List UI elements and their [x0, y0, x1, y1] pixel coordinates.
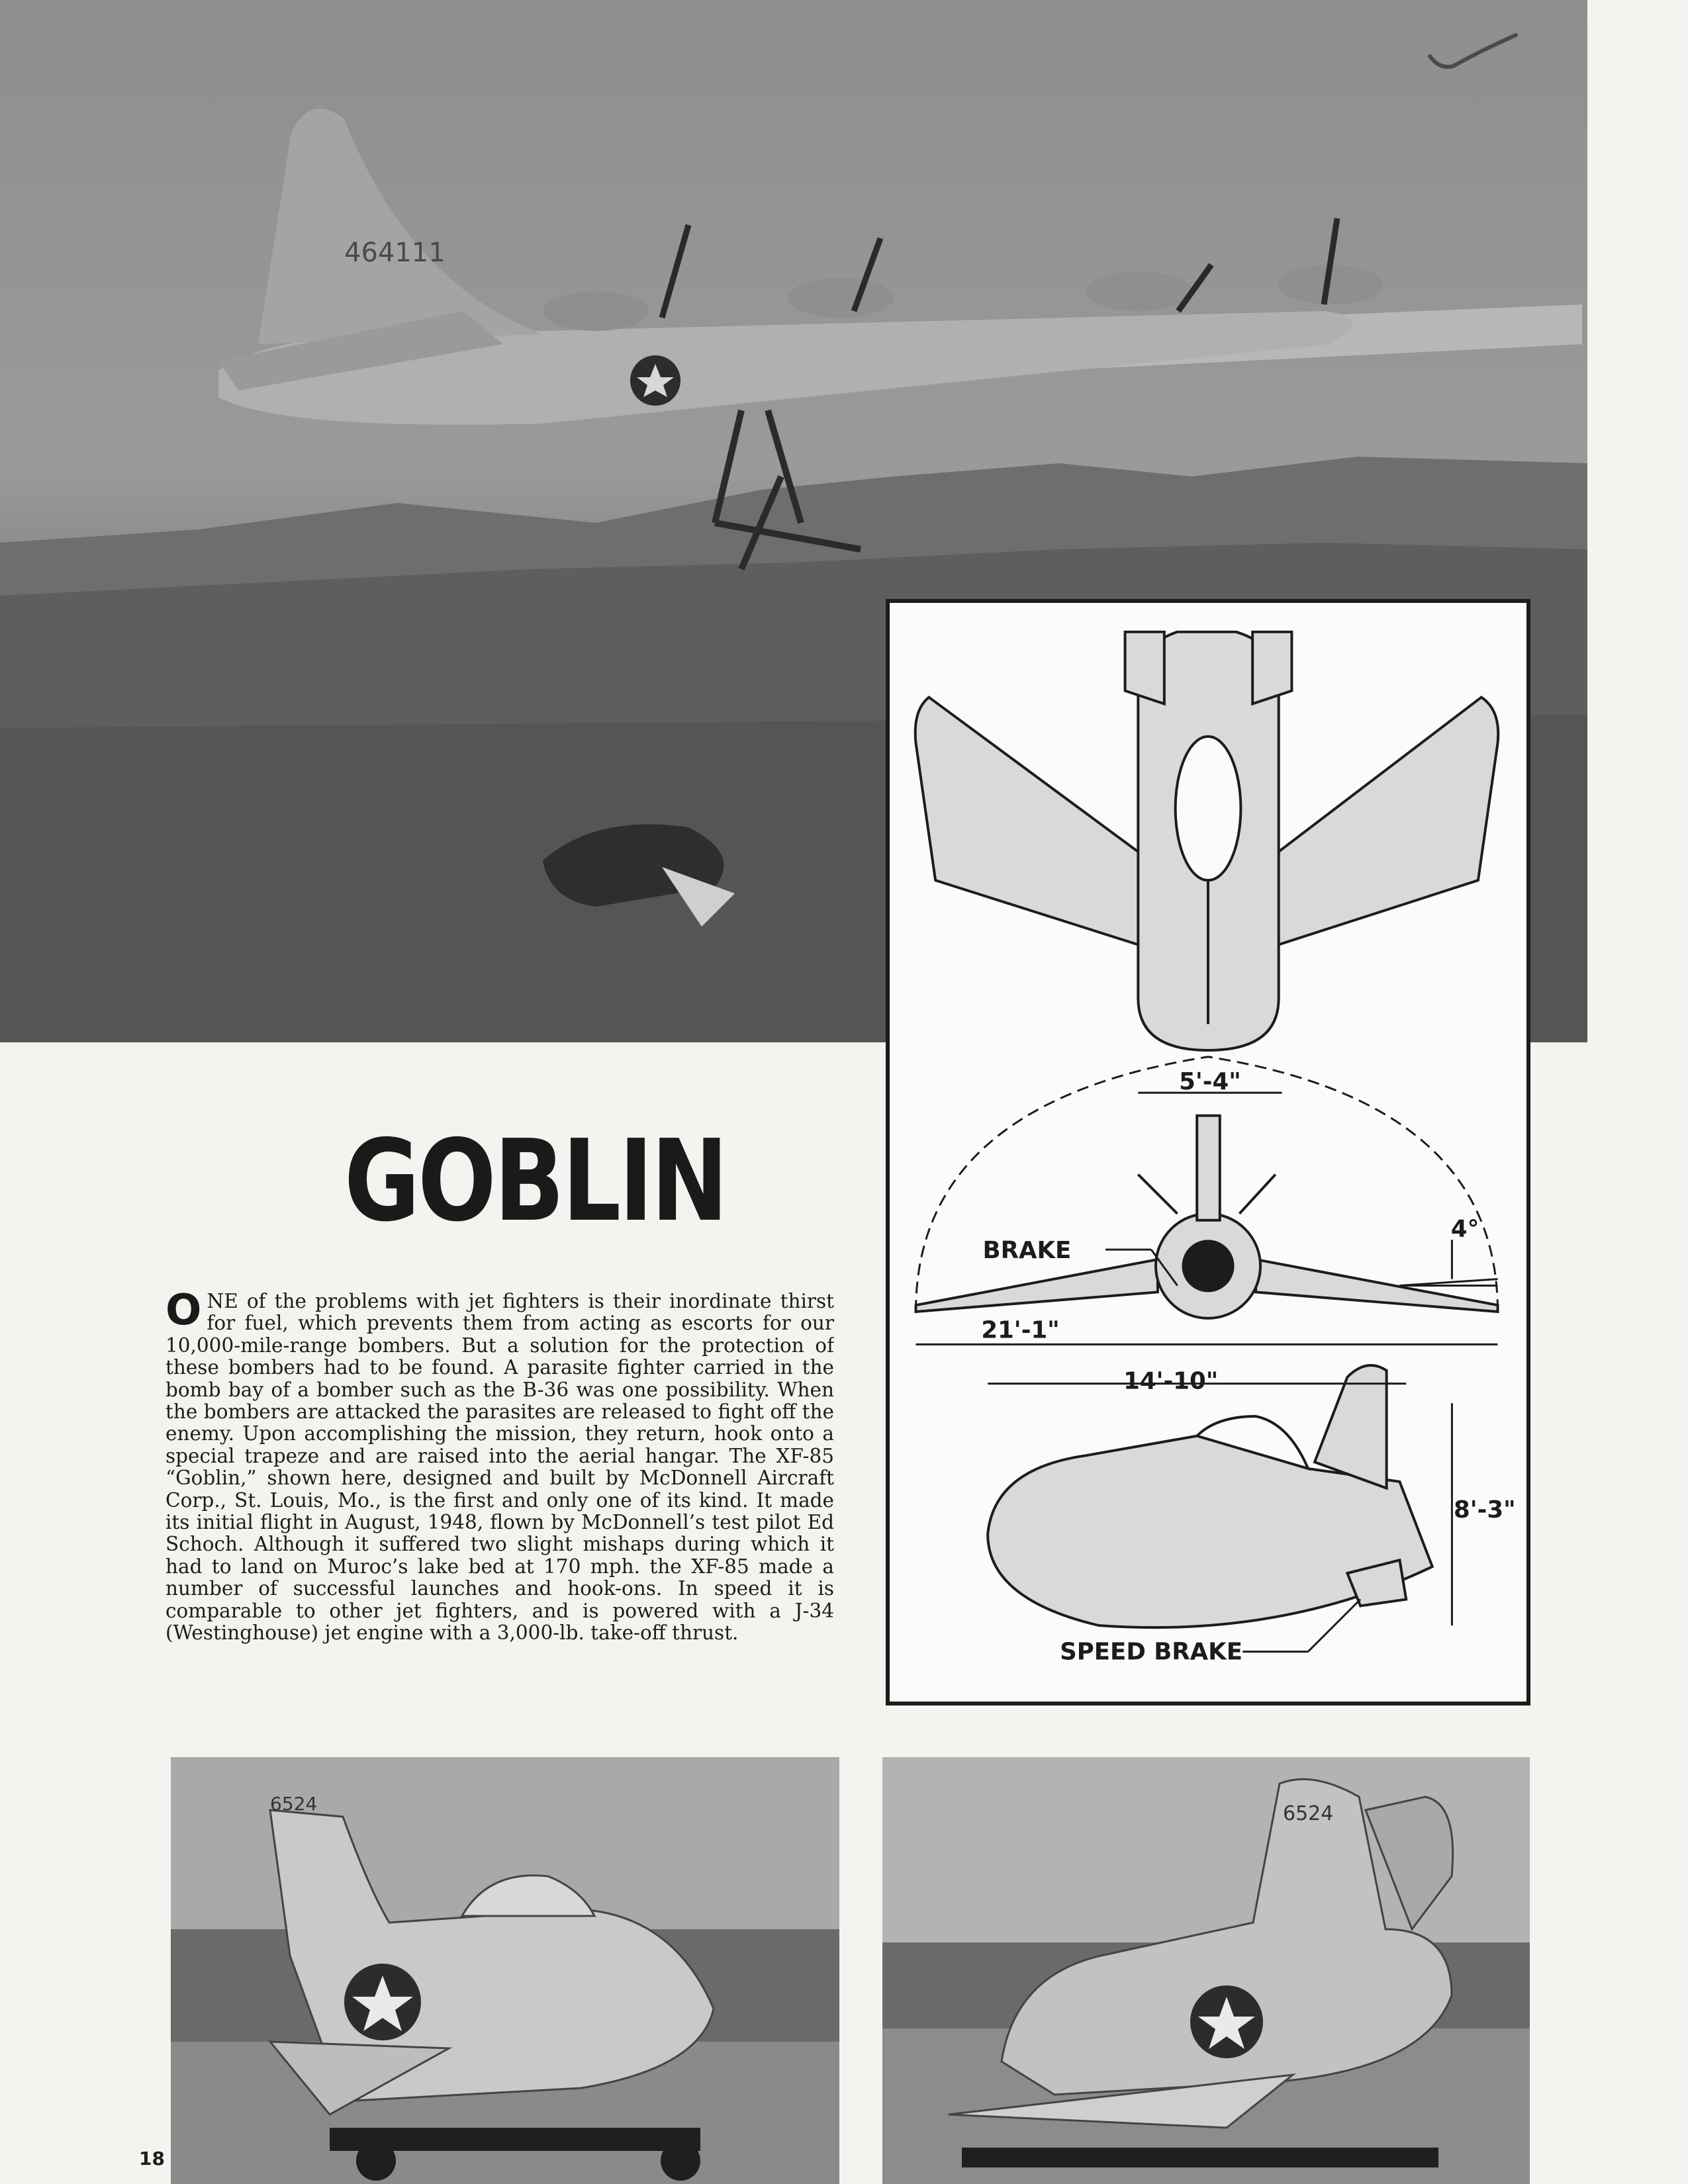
dimension-trapeze-span: 5'-4": [1179, 1068, 1241, 1096]
top-view-left-wing: [915, 698, 1142, 946]
schematic-panel: [886, 599, 1530, 1706]
check-mark-icon: [1423, 30, 1523, 76]
label-brake: BRAKE: [982, 1237, 1072, 1265]
page-number: 18: [139, 2148, 165, 2169]
right-tail-number: 6524: [1283, 1802, 1334, 1825]
dimension-length: 14'-10": [1123, 1367, 1219, 1395]
bottom-right-photo: [882, 1757, 1530, 2184]
left-tail-number: 6524: [270, 1793, 318, 1815]
dimension-wingspan: 21'-1": [981, 1316, 1060, 1344]
article-title: GOBLIN: [344, 1116, 726, 1247]
article-body-paragraph: [165, 1291, 834, 1701]
bomber-serial: 464111: [344, 238, 445, 268]
article-body-text: NE of the problems with jet fighters is their inordinate thirst for fuel, which prevents them from acting as escorts for our 10,000-mile-range bombers. But a solution for the protection of these bombers had to be found. A parasite fighter carried in the bomb bay of a bomber such as the B-36 was one possibility. When the bombers are attacked the parasites are released to fight off the enemy. Upon accomplishing the mission, they return, hook onto a special trapeze and are raised into the aerial hangar. The XF-85 “Goblin,” shown here, designed and built by McDonnell Aircraft Corp., St. Louis, Mo., is the first and only one of its kind. It made its initial flight in August, 1948, flown by McDonnell’s test pilot Ed Schoch. Although it suffered two slight mishaps during which it had to land on Muroc’s lake bed at 170 mph. the XF-85 made a number of successful launches and hook-ons. In speed it is comparable to other jet fighters, and is powered with a J-34 (Westinghouse) jet engine with a 3,000-lb. take-off thrust.: [165, 1291, 834, 1645]
dimension-height: 8'-3": [1453, 1496, 1516, 1524]
label-speed-brake: SPEED BRAKE: [1060, 1638, 1243, 1666]
dimension-dihedral: 4°: [1450, 1215, 1479, 1243]
top-view-right-wing: [1276, 698, 1499, 946]
bottom-left-photo: [171, 1757, 839, 2184]
drop-cap: O: [165, 1291, 202, 1335]
